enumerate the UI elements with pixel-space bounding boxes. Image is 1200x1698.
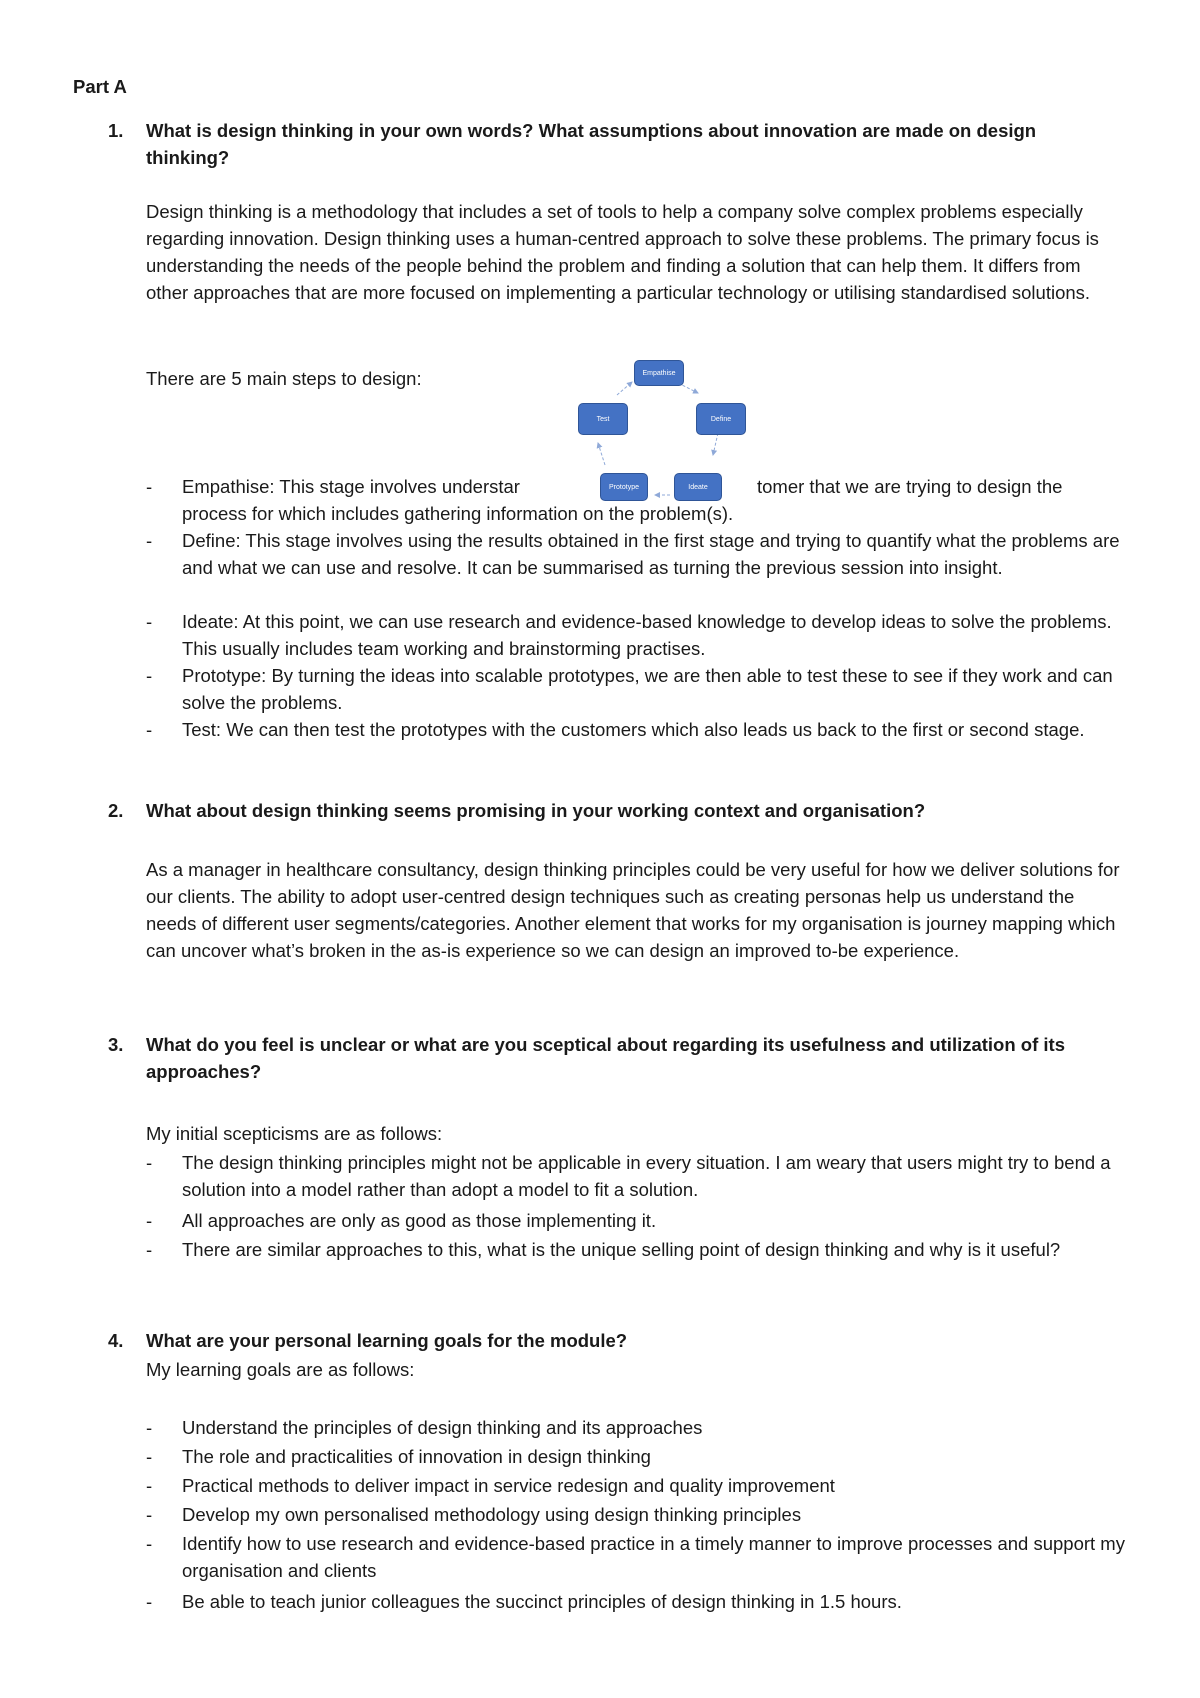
q4-bullet xyxy=(146,1443,1126,1470)
bullet-dash: - xyxy=(146,1210,153,1231)
q3-intro: My initial scepticisms are as follows: xyxy=(146,1123,443,1144)
steps-intro: There are 5 main steps to design: xyxy=(146,368,422,389)
bullet-dash: - xyxy=(146,1417,153,1438)
node-define: Define xyxy=(696,403,746,435)
question-text: What is design thinking in your own words? What assumptions about innovation are made on design thinking? xyxy=(146,120,1037,168)
q1-bullet-empathise xyxy=(146,473,1126,527)
q4-bullet xyxy=(146,1501,1126,1528)
bullet-text-part-c: process for which includes gathering information on the problem(s). xyxy=(182,503,734,524)
part-title: Part A xyxy=(73,76,127,97)
bullet-text: Understand the principles of design thinking and its approaches xyxy=(182,1417,703,1438)
q1-bullet-ideate xyxy=(146,608,1126,662)
bullet-text: Ideate: At this point, we can use research and evidence-based knowledge to develop ideas to solve the problems. This usually includes team working and brainstorming practises. xyxy=(182,611,1112,659)
bullet-dash: - xyxy=(146,476,153,497)
q1-bullet-test xyxy=(146,716,1126,743)
q4-bullet xyxy=(146,1472,1126,1499)
bullet-dash: - xyxy=(146,1475,153,1496)
q4-bullet xyxy=(146,1588,1126,1615)
bullet-dash: - xyxy=(146,1239,153,1260)
question-text: What do you feel is unclear or what are you sceptical about regarding its usefulness and utilization of its approaches? xyxy=(146,1034,1065,1082)
bullet-dash: - xyxy=(146,665,153,686)
bullet-text: Be able to teach junior colleagues the succinct principles of design thinking in 1.5 hours. xyxy=(182,1591,902,1612)
bullet-text: There are similar approaches to this, what is the unique selling point of design thinking and why is it useful? xyxy=(182,1239,1061,1260)
question-2 xyxy=(108,797,1118,824)
bullet-text: Define: This stage involves using the results obtained in the first stage and trying to quantify what the problems are and what we can use and resolve. It can be summarised as turning the previous session into insight. xyxy=(182,530,1120,578)
question-number: 3. xyxy=(108,1034,124,1055)
bullet-dash: - xyxy=(146,1152,153,1173)
node-ideate: Ideate xyxy=(674,473,722,501)
node-test: Test xyxy=(578,403,628,435)
bullet-text: Develop my own personalised methodology using design thinking principles xyxy=(182,1504,802,1525)
bullet-text: The role and practicalities of innovation in design thinking xyxy=(182,1446,651,1467)
q4-bullet xyxy=(146,1414,1126,1441)
question-3 xyxy=(108,1031,1118,1085)
node-prototype: Prototype xyxy=(600,473,648,501)
q1-paragraph: Design thinking is a methodology that includes a set of tools to help a company solve complex problems especially regarding innovation. Design thinking uses a human-centred approach to solve these problems. The primary focus is understanding the needs of the people behind the problem and finding a solution that can help them. It differs from other approaches that are more focused on implementing a particular technology or utilising standardised solutions. xyxy=(146,201,1099,303)
bullet-text: Test: We can then test the prototypes with the customers which also leads us back to the first or second stage. xyxy=(182,719,1085,740)
bullet-dash: - xyxy=(146,530,153,551)
q2-paragraph: As a manager in healthcare consultancy, design thinking principles could be very useful for how we deliver solutions for our clients. The ability to adopt user-centred design techniques such as creating personas help us understand the needs of different user segments/categories. Another element that works for my organisation is journey mapping which can uncover what’s broken in the as-is experience so we can design an improved to-be experience. xyxy=(146,859,1120,961)
bullet-dash: - xyxy=(146,611,153,632)
bullet-dash: - xyxy=(146,1533,153,1554)
arrow-prototype-test xyxy=(598,443,605,465)
q1-bullet-prototype xyxy=(146,662,1126,716)
bullet-line xyxy=(182,473,1126,500)
arrow-define-ideate xyxy=(713,433,718,455)
question-number: 4. xyxy=(108,1330,124,1351)
question-number: 1. xyxy=(108,120,124,141)
question-1 xyxy=(108,117,1118,171)
bullet-text: Practical methods to deliver impact in service redesign and quality improvement xyxy=(182,1475,835,1496)
bullet-text: Prototype: By turning the ideas into scalable prototypes, we are then able to test these to see if they work and can solve the problems. xyxy=(182,665,1113,713)
bullet-text-part-b: tomer that we are trying to design the xyxy=(757,476,1063,497)
bullet-dash: - xyxy=(146,1591,153,1612)
arrow-test-empathise xyxy=(617,382,632,395)
question-number: 2. xyxy=(108,800,124,821)
question-4 xyxy=(108,1327,1118,1354)
q4-bullet xyxy=(146,1530,1126,1584)
bullet-text-part-a: Empathise: This stage involves understar xyxy=(182,476,520,497)
q4-intro: My learning goals are as follows: xyxy=(146,1359,415,1380)
bullet-dash: - xyxy=(146,1504,153,1525)
bullet-dash: - xyxy=(146,719,153,740)
q3-bullet xyxy=(146,1149,1126,1203)
bullet-dash: - xyxy=(146,1446,153,1467)
question-text: What are your personal learning goals for the module? xyxy=(146,1330,628,1351)
q3-bullet xyxy=(146,1207,1126,1234)
node-empathise: Empathise xyxy=(634,360,684,386)
bullet-text: All approaches are only as good as those implementing it. xyxy=(182,1210,657,1231)
q1-bullet-define xyxy=(146,527,1126,581)
bullet-text: The design thinking principles might not be applicable in every situation. I am weary that users might try to bend a solution into a model rather than adopt a model to fit a solution. xyxy=(182,1152,1111,1200)
q3-bullet xyxy=(146,1236,1126,1263)
question-text: What about design thinking seems promising in your working context and organisation? xyxy=(146,800,926,821)
bullet-text: Identify how to use research and evidence-based practice in a timely manner to improve processes and support my organisation and clients xyxy=(182,1533,1125,1581)
